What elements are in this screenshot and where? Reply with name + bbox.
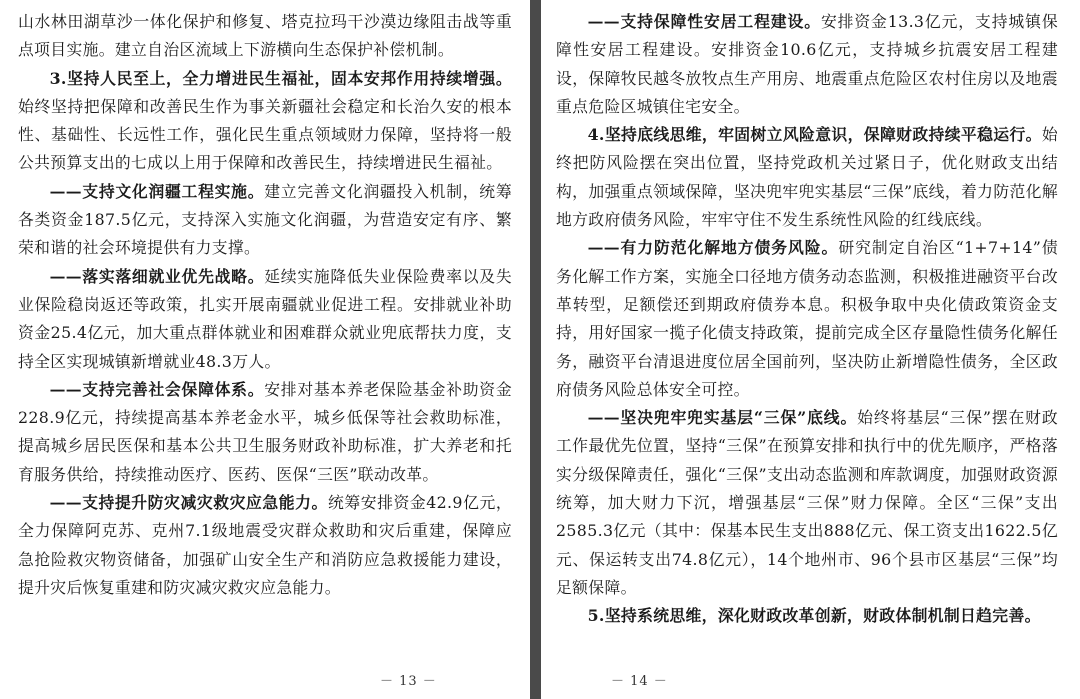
paragraph <box>18 489 512 602</box>
paragraph-text: 建立完善文化润疆投入机制，统筹各类资金187.5亿元，支持深入实施文化润疆，为营造安定有序、繁荣和谐的社会环境提供有力支撑。 <box>18 181 512 258</box>
page-number: － 14 － <box>611 674 668 689</box>
paragraph <box>18 8 512 65</box>
paragraph-text: 安排对基本养老保险基金补助资金228.9亿元，持续提高基本养老金水平，城乡低保等社会救助标准，提高城乡居民医保和基本公共卫生服务财政补助标准，扩大养老和托育服务供给，持续推动医疗、医药、医保“三医”联动改革。 <box>18 379 512 484</box>
item-heading: ——支持文化润疆工程实施。 <box>49 181 265 201</box>
paragraph <box>18 65 512 178</box>
paragraph-text: 始终将基层“三保”摆在财政工作最优先位置，坚持“三保”在预算安排和执行中的优先顺序，严格落实分级保障责任，强化“三保”支出动态监测和库款调度，加强财政资源统筹，加大财力下沉，增强基层“三保”财力保障。全区“三保”支出2585.3亿元（其中：保基本民生支出888亿元、保工资支出1622.5亿元、保运转支出74.8亿元），14个地州市、96个县市区基层“三保”均足额保障。 <box>556 408 1059 597</box>
paragraph <box>18 178 512 263</box>
right-page <box>541 0 1080 699</box>
paragraph-text: 延续实施降低失业保险费率以及失业保险稳岗返还等政策，扎实开展南疆就业促进工程。安排就业补助资金25.4亿元，加大重点群体就业和困难群众就业兜底帮扶力度，支持全区实现城镇新增就业48.3万人。 <box>18 266 512 371</box>
paragraph-text: 始终坚持把保障和改善民生作为事关新疆社会稳定和长治久安的根本性、基础性、长远性工作，强化民生重点领域财力保障，坚持将一般公共预算支出的七成以上用于保障和改善民生，持续增进民生福祉。 <box>18 96 512 173</box>
paragraph-text: 统筹安排资金42.9亿元，全力保障阿克苏、克州7.1级地震受灾群众救助和灾后重建，保障应急抢险救灾物资储备，加强矿山安全生产和消防应急救援能力建设，提升灾后恢复重建和防灾减灾救灾应急能力。 <box>18 493 512 597</box>
section-heading: 3.坚持人民至上，全力增进民生福祉，固本安邦作用持续增强。 <box>49 68 512 88</box>
item-heading: ——落实落细就业优先战略。 <box>49 266 265 286</box>
paragraph <box>556 121 1058 234</box>
item-heading: ——支持提升防灾减灾救灾应急能力。 <box>49 493 328 513</box>
paragraph-text: 研究制定自治区“1+7+14”债务化解工作方案，实施全口径地方债务动态监测，积极推进融资平台改革转型，足额偿还到期政府债券本息。积极争取中央化债政策资金支持，用好国家一揽子化债支持政策，提前完成全区存量隐性债务化解任务，融资平台清退进度位居全国前列，坚决防止新增隐性债务，全区政府债务风险总体安全可控。 <box>556 238 1058 399</box>
page-number: － 13 － <box>380 674 437 689</box>
paragraph-text: 安排资金13.3亿元，支持城镇保障性安居工程建设。安排资金10.6亿元，支持城乡抗震安居工程建设，保障牧民越冬放牧点生产用房、地震重点危险区农村住房以及地震重点危险区城镇住宅安全。 <box>556 12 1058 116</box>
paragraph-text: 山水林田湖草沙一体化保护和修复、塔克拉玛干沙漠边缘阻击战等重点项目实施。建立自治区流域上下游横向生态保护补偿机制。 <box>18 12 512 60</box>
paragraph <box>18 263 512 376</box>
paragraph <box>556 602 1058 630</box>
item-heading: ——有力防范化解地方债务风险。 <box>587 238 839 258</box>
paragraph-text: 始终把防风险摆在突出位置，坚持党政机关过紧日子，优化财政支出结构，加强重点领域保障，坚决兜牢兜实基层“三保”底线，着力防范化解地方政府债务风险，牢牢守住不发生系统性风险的红线底线。 <box>556 125 1058 230</box>
right-page-content <box>556 8 1058 631</box>
paragraph <box>556 234 1058 404</box>
section-heading: 5.坚持系统思维，深化财政改革创新，财政体制机制日趋完善。 <box>587 606 1041 626</box>
paragraph <box>18 376 512 489</box>
item-heading: ——坚决兜牢兜实基层“三保”底线。 <box>587 408 858 428</box>
left-page <box>0 0 530 699</box>
left-page-content <box>18 8 512 602</box>
item-heading: ——支持完善社会保障体系。 <box>49 379 265 399</box>
paragraph <box>556 404 1058 602</box>
paragraph <box>556 8 1058 121</box>
section-heading: 4.坚持底线思维，牢固树立风险意识，保障财政持续平稳运行。 <box>587 125 1042 145</box>
item-heading: ——支持保障性安居工程建设。 <box>587 12 821 31</box>
page-divider <box>530 0 541 699</box>
